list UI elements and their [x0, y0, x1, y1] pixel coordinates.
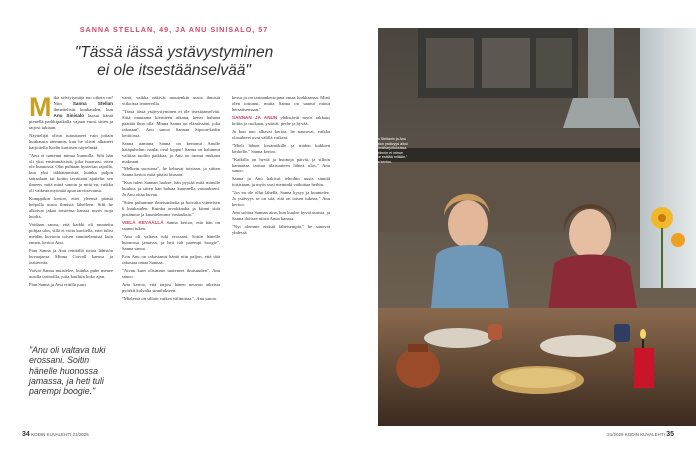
subheading-paragraph — [232, 115, 330, 127]
footer-right — [607, 431, 674, 438]
article-column-1 — [29, 95, 113, 335]
paragraph: Sanna ja Anu hakivat tehoihin uusia sinnitä toisistaan, ja myös uusi meininki vaikuttaa heihin. — [232, 176, 330, 188]
page-number-left: 34 — [22, 431, 30, 438]
headline-line-2: ei ole itsestäänselvää" — [97, 62, 251, 79]
lead-text-3: kutsui häntä pienellä parkkipaikalla vajaan vuosi sitten ja tarjosi tukiaan. — [29, 112, 113, 130]
paragraph: "Kaikilla on hyviä ja huonoja päiviä, ja silloin kannattaa tarttua tilaisuuteen lähteä ulos," Anu sanoo. — [232, 156, 330, 174]
paragraph: yhdistävät myös rakkaus kotiin ja ruokaan, ystävät, perhe ja hyvää. — [232, 114, 330, 126]
article-column-2 — [122, 95, 220, 415]
name-sanna: Sanna Stellan — [72, 100, 113, 106]
paragraph: Voivat Sanna muistelee, kuinka puhe menee uusilla tarinoilla, joita kuultiin koko ajan. — [29, 267, 113, 279]
headline — [18, 44, 330, 80]
paragraph: Sanna aamuna Sanna on kertonut Anulle hätäpuhelun: naulat oval loppui! Sanna on halunnut valittaa tuoliin paikkaa, ja Anu on tuonut mukana makeaan. — [122, 140, 220, 164]
paragraph: "Anu ei tuntenut minua kunnolla. Silti hän oli yksi ensimmäisistä, joka huomasi, etten ole kunnossa. Olin puhtaan hysterian rajoilla, kun yksi iäkkäimmistä, kuinka paljon sairaalaan tai kotiin tavoitaan ajattelin sen ilmeen, mitä minä sanoin ja mitä en, vaikka oli vaikeaa myöntää apua tarvitsevansa. — [29, 152, 113, 194]
lead-text: ikä selviytymäjä tuo oikein on? Niin — [53, 95, 113, 106]
photo-caption: Sanna Stellanin ja Anu Sinisalon ystävyys alkoi näytelmäharjoituksissa. "Kun rönnin ei minun tarvitse esittää mitään," Sanna kertoo. — [369, 137, 408, 164]
subheading-paragraph — [122, 220, 220, 232]
headline-line-1: "Tässä iässä ystävystyminen — [74, 44, 274, 61]
paragraph: "Jos en ole ollut lähellä, Sanna kysyy ja kuuntelee. Ja ystävyys se on sitä, että on toisen tukena," Anu kertoo. — [232, 190, 330, 208]
paragraph: Erin Anu on rakastanut häntä niin paljon, että tätä rakastaa omaa Sannaa. — [122, 253, 220, 265]
paragraph: Näyttelijät olivat tutustuneet vain joitain kuukausia aiemmin, kun he olivat alkaneet harjoitella Kodin kartitsen näytelmää. — [29, 132, 113, 150]
paragraph: "Mieli lähtee kesämökille ja niiden kukkien keskelle," Sanna kertoo. — [232, 142, 330, 154]
subheading: SANNAN JA ANUN — [232, 114, 278, 120]
paragraph: "Siten puhumme ilmeisunhetta ja hoivatta viimeisen 6 kuukauden. Kuinka arvokkaalta ja kiinni siitä pistämme ja kuuntelemme vastauksia." — [122, 200, 220, 218]
paragraph: Sanna kertoo, että hän on saanut tukea. — [122, 220, 220, 232]
name-anu: Anu Sinisalo — [53, 112, 85, 118]
pull-quote: "Anu oli valtava tuki erossani. Soitin hänelle huonossa jamassa, ja heti tuli parempi boogie." — [29, 345, 106, 397]
article-column-3 — [232, 95, 330, 415]
paragraph: kessa ja on tarinankertojana omaa luokkaansa. Minä olen tottunut, mutta Sanna on saanut minut hersaitsemaan." — [232, 95, 330, 112]
paragraph: Pian Sanna ja Anu reittiällä tietoa lähistön kuvaajansa Minna Corvall kanssa ja teattereita. — [29, 247, 113, 265]
paragraph: "Mielessä on silloin vaikea välimittaa.", Anu sanoo. — [122, 295, 218, 301]
paragraph: "Aivan kuin olisimme tunteneet ikuisuuden", Anu sanoo. — [122, 267, 220, 279]
right-page — [348, 0, 696, 450]
paragraph: Voidaan sanoa, että kaikki oli muutettu pohjaa ulos, sillä ei voitu kuvitella, ettei tulisi meidän kuvioon toisen sinnittelemistä kuin ennen, kertoo Anu. — [29, 222, 113, 245]
drop-cap: M — [29, 95, 52, 122]
paragraph: Ja kun nuo alkavat kertoa, he nauravat, vaikka olosuhteet ovat välillä vaikeat. — [232, 128, 330, 140]
footer-right-text: 21/2025 KODIN KUVALEHTI — [607, 432, 665, 437]
photo-two-women-at-table — [378, 28, 696, 426]
paragraph: "Tässä iässä ystävystyminen ei ole itsestäänselvää. Siitä muutama kiertueen aikana, kenet huhuaa päättää ihon olla: Minna Sanna on elämässäni, joka rakastan", Anu sanoo Sannan Sipoon-kodin keittiössä. — [122, 108, 220, 138]
footer-left-text: KODIN KUVALEHTI 21/2025 — [31, 432, 89, 437]
subheading: VIELÄ KEVÄÄLLÄ — [122, 220, 164, 226]
lead-paragraph — [29, 95, 113, 131]
kicker: SANNA STELLAN, 49, JA ANU SINISALO, 57 — [79, 25, 269, 34]
kitchen-photo-illustration — [378, 28, 696, 426]
paragraph: Pian Sanna ja Anu reitillä juuri — [29, 281, 86, 287]
lead-text-2: ihmettelivät kuukauden, kun — [53, 106, 113, 112]
footer-left — [22, 431, 89, 438]
paragraph: "Nyt olemme entistä läheisempiä," he sanovat yhdessä. — [232, 224, 330, 236]
paragraph: "Melkein suosiona", he kehuvat toisiaan, ja siitten Sanna kertoo mitä pitäisi kiusata. — [122, 166, 220, 178]
paragraph: vanti, vaikka näkivät muutenkin uusia ihmisiä viikoissa teattereilla. — [122, 95, 220, 106]
paragraph: Kumppikin kertoo, ettei yleensä päästä helpolla uusia ihmisiä lähelleen. Silti he alkoivat jakaa toistensa kanssa myös isoja huolia. — [29, 196, 113, 220]
paragraph: Anu soittaa Sannan aina, kun kuulee hyviä uutisia, ja Sanna iloitsee niistä Anun kanssa. — [232, 210, 330, 222]
paragraph: "Kun tulen Sannan luokse, hän pyytää mitä minulle kuuluu, ja sitten hän haluaa kuunnella vastaukseni. Ja Anu ottaa kuvan. — [122, 180, 220, 198]
page-number-right: 35 — [666, 431, 674, 438]
paragraph: "Anu oli valtava tuki erossani. Soitin hänelle huonossa jamassa, ja heti tuli parempi boogie", Sanna sanoo. — [122, 234, 220, 251]
paragraph: Anu kertoo, että tarjosi hänen neuvon aikeista pyörkit kolvalta sinnilukseen. — [122, 281, 220, 293]
